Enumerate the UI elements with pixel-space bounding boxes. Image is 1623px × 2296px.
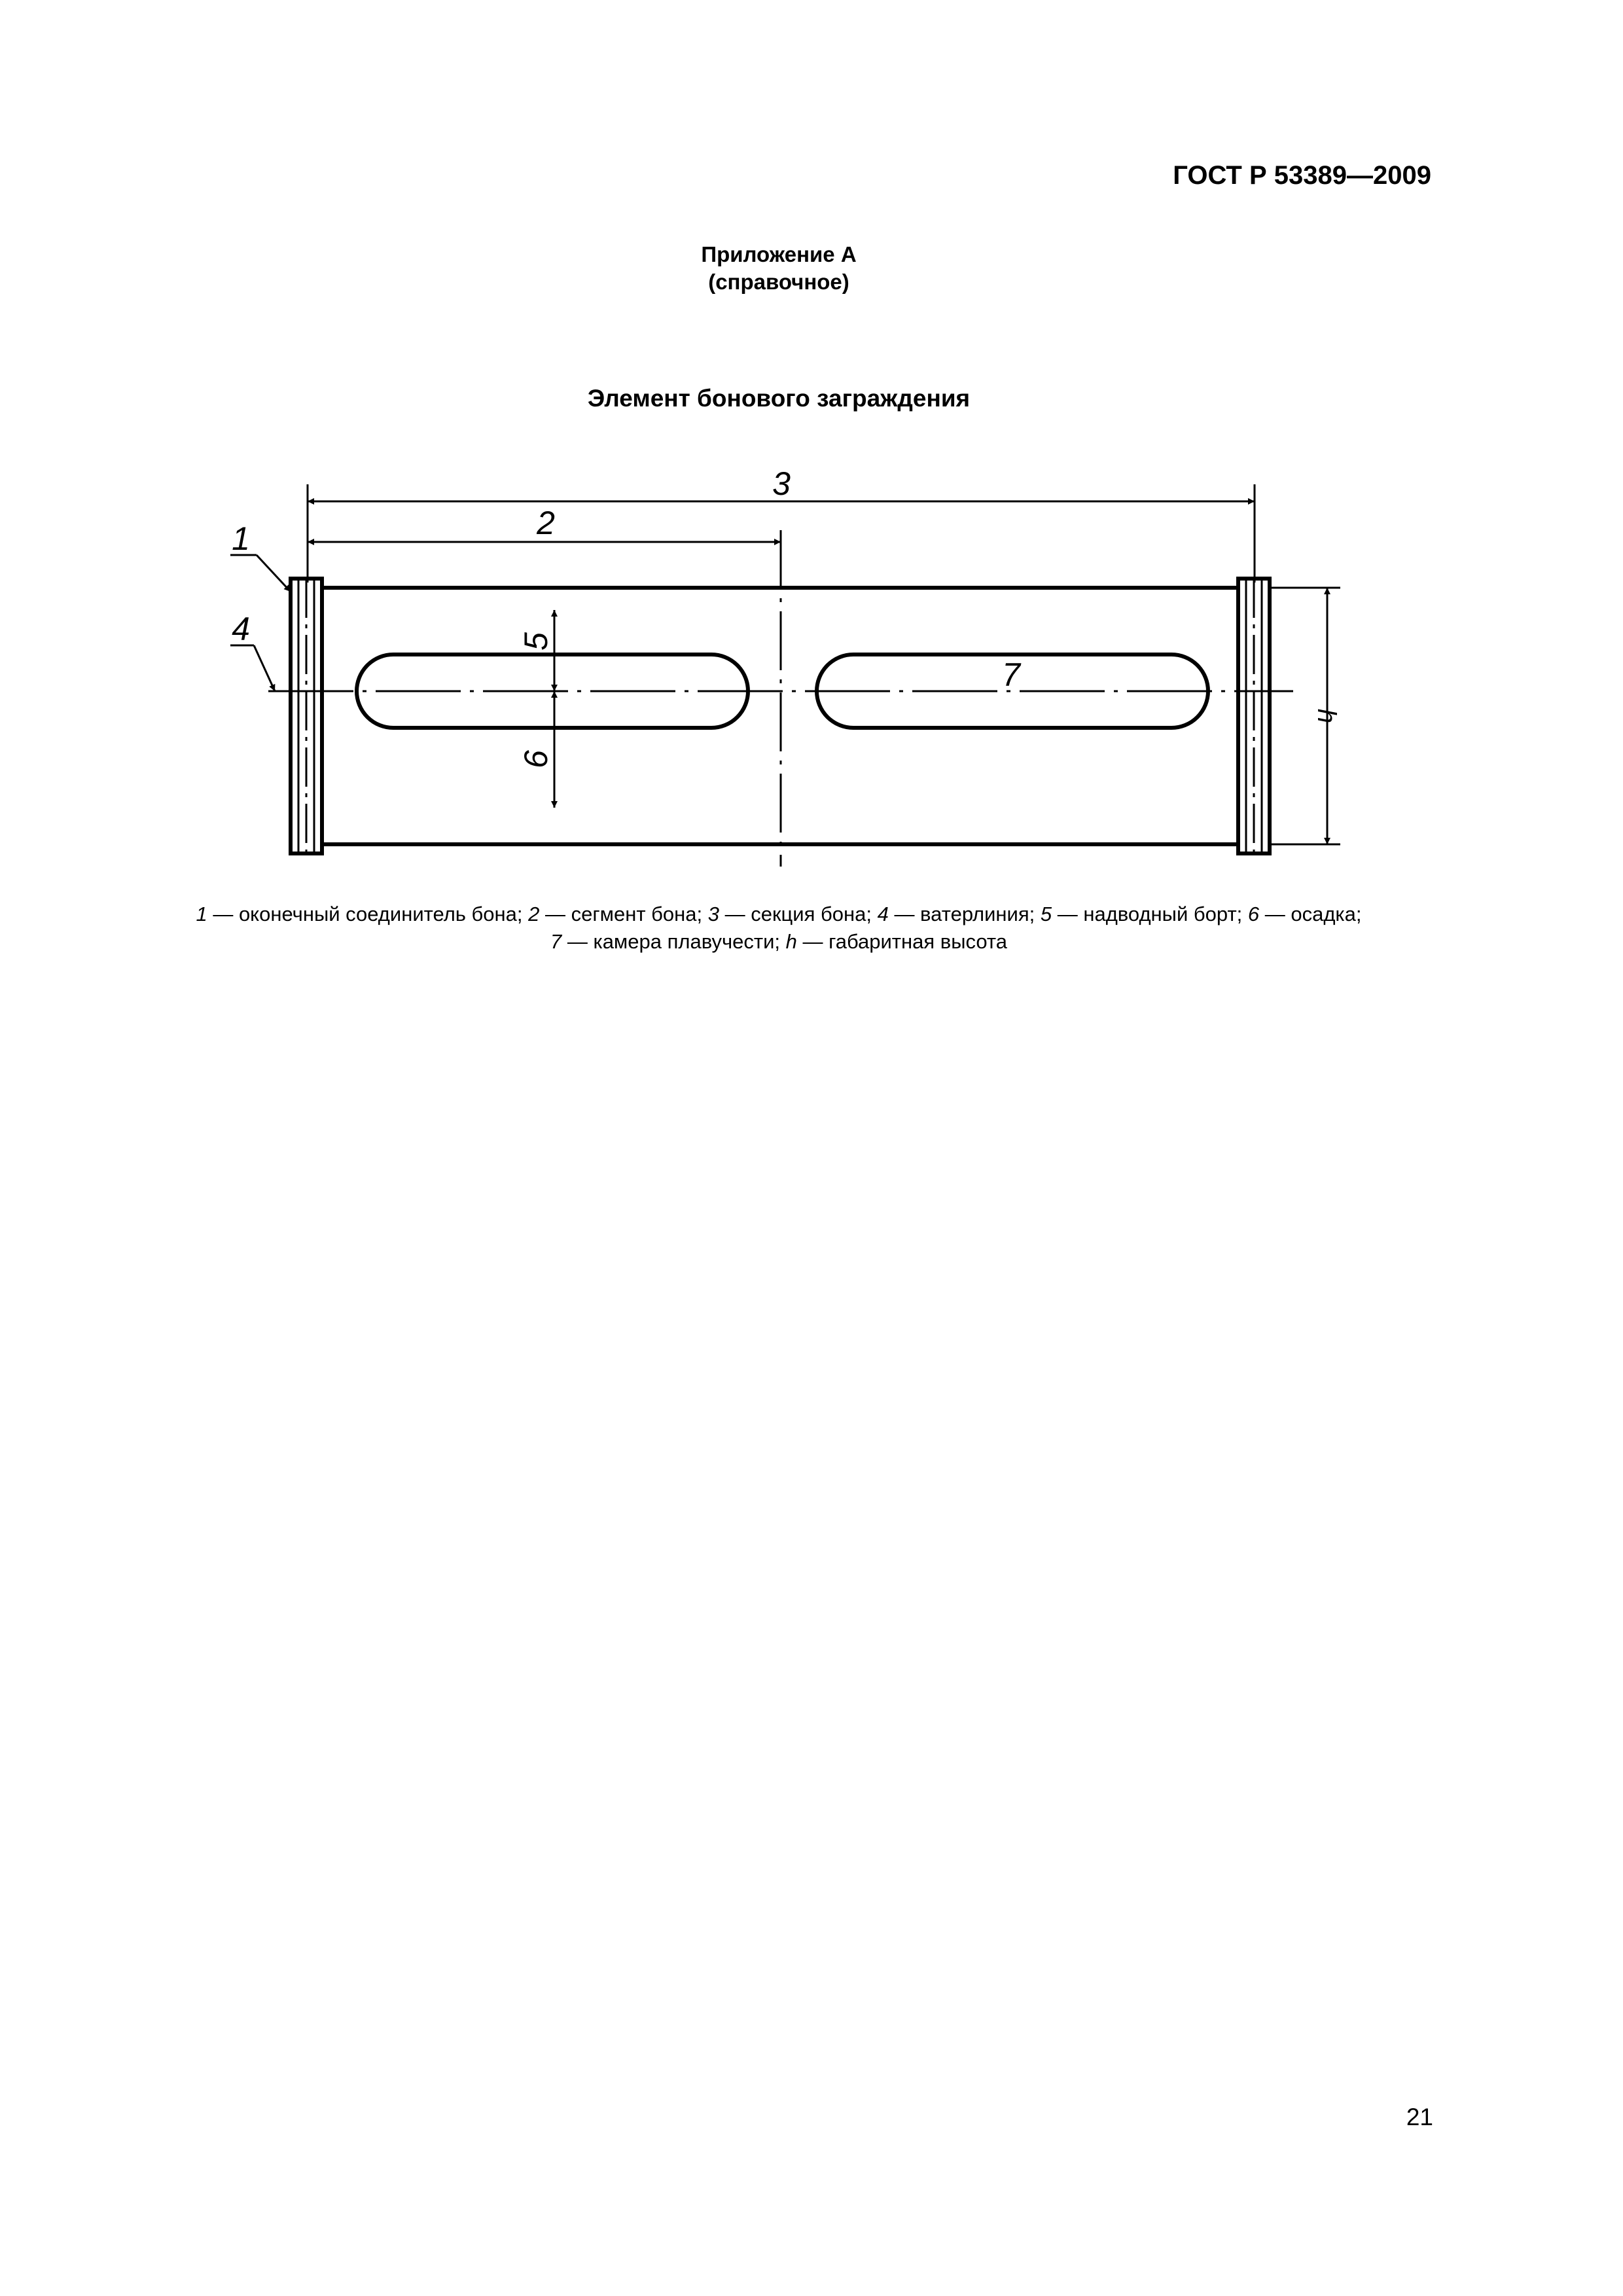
legend-line-2 [72,928,1486,956]
leader-4 [230,611,275,691]
dimension-2 [308,505,781,542]
legend-text: — оконечный соединитель бона; [207,903,529,925]
dimension-6 [518,691,554,808]
label-4: 4 [232,611,250,647]
label-5: 5 [518,632,554,651]
end-connector-right [1238,579,1270,853]
end-connector-left [291,579,322,853]
appendix-title: Приложение А [701,242,857,266]
legend-num: 3 [707,903,719,925]
legend-num: 5 [1040,903,1052,925]
legend-text: — камера плавучести; [562,930,786,953]
label-2: 2 [537,505,555,541]
legend-num: h [785,930,797,953]
legend-num: 2 [528,903,540,925]
figure-title: Элемент бонового заграждения [587,385,971,412]
dimension-h [1270,588,1341,844]
legend-text: — ватерлиния; [888,903,1041,925]
page-number: 21 [1406,2104,1433,2130]
legend-text: — сегмент бона; [539,903,708,925]
label-h: h [1312,708,1341,724]
dimension-5 [518,610,554,691]
label-1: 1 [232,520,250,557]
legend-num: 6 [1247,903,1260,925]
label-3: 3 [772,465,791,502]
label-6: 6 [518,750,554,768]
legend-num: 7 [550,930,562,953]
legend-text: — надводный борт; [1052,903,1248,925]
leader-1 [230,520,291,592]
boom-element-drawing [0,0,1623,916]
appendix-subtitle: (справочное) [708,270,849,294]
legend-num: 1 [196,903,207,925]
document-code: ГОСТ Р 53389—2009 [1173,161,1431,190]
legend-text: — осадка; [1259,903,1362,925]
legend-num: 4 [877,903,889,925]
legend-text: — габаритная высота [796,930,1008,953]
legend-line-1 [72,901,1486,928]
figure-legend [72,901,1486,956]
label-7: 7 [1002,656,1020,693]
legend-text: — секция бона; [719,903,878,925]
